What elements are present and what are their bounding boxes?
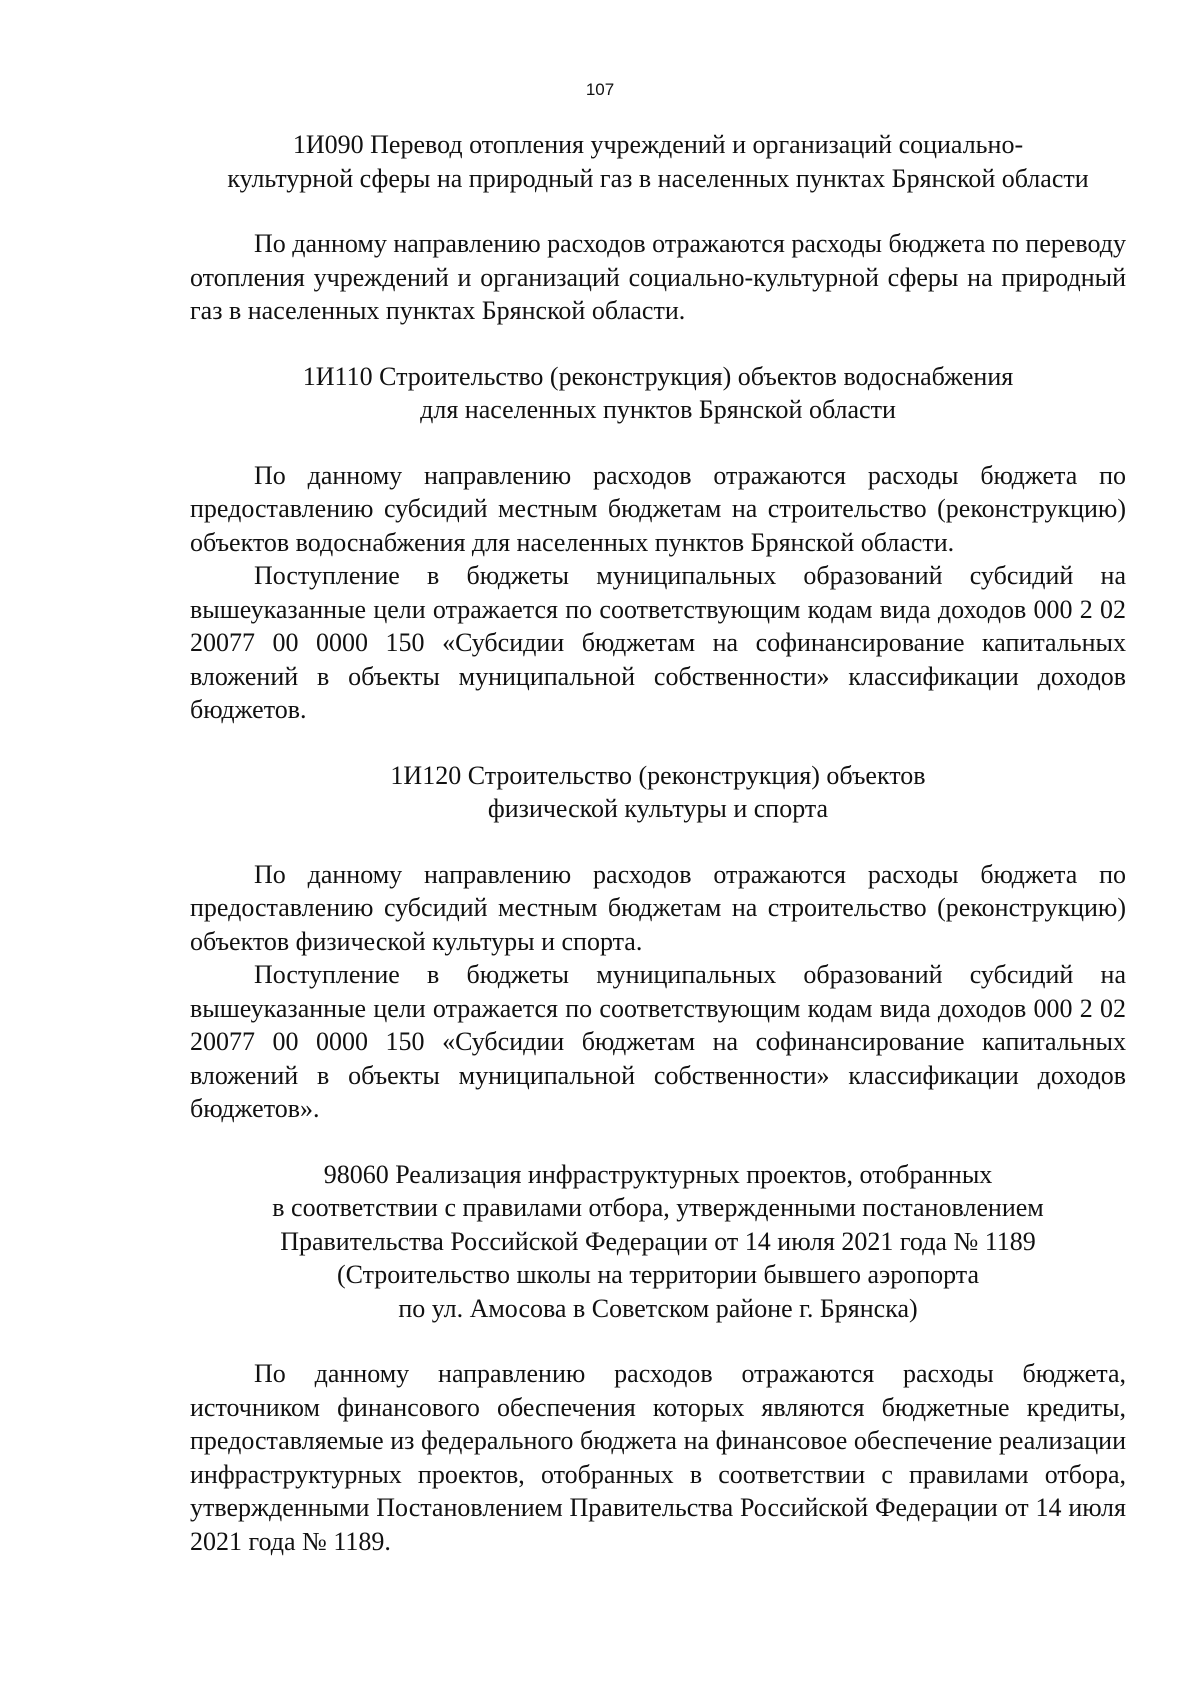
section-1i090 [190, 128, 1126, 328]
heading-line: (Строительство школы на территории бывшего аэропорта [336, 1260, 980, 1289]
heading-line: для населенных пунктов Брянской области [420, 395, 896, 424]
paragraph: По данному направлению расходов отражаются расходы бюджета по предоставлению субсидий местным бюджетам на строительство (реконструкцию) объектов физической культуры и спорта. [190, 859, 1126, 956]
heading-line: по ул. Амосова в Советском районе г. Брянска) [398, 1293, 918, 1323]
paragraph: По данному направлению расходов отражаются расходы бюджета, источником финансового обеспечения которых являются бюджетные кредиты, предоставляемые из федерального бюджета на финансовое обеспечение реализации инфраструктурных проектов, отобранных в соответствии с правилами отбора, утвержденными Постановлением Правительства Российской Федерации от 14 июля 2021 года № 1189. [190, 1359, 1126, 1556]
paragraph: Поступление в бюджеты муниципальных образований субсидий на вышеуказанные цели отражается по соответствующим кодам вида доходов 000 2 02 20077 00 0000 150 «Субсидии бюджетам на софинансирование капитальных вложений в объекты муниципальной собственности» классификации доходов бюджетов». [190, 960, 1126, 1123]
paragraph: По данному направлению расходов отражаются расходы бюджета по переводу отопления учреждений и организаций социально-культурной сферы на природный газ в населенных пунктах Брянской области. [190, 229, 1126, 325]
heading-line: физической культуры и спорта [487, 794, 829, 823]
section-heading [190, 128, 1126, 195]
page-number: 107 [585, 80, 615, 99]
heading-line: 1И090 Перевод отопления учреждений и организаций социально- [292, 130, 1024, 159]
heading-line: в соответствии с правилами отбора, утвержденными постановлением [272, 1193, 1044, 1222]
heading-line: 1И110 Строительство (реконструкция) объектов водоснабжения [302, 361, 1014, 391]
heading-line: культурной сферы на природный газ в населенных пунктах Брянской области [227, 163, 1089, 193]
section-98060 [190, 1158, 1126, 1559]
heading-line: 1И120 Строительство (реконструкция) объектов [390, 760, 926, 790]
heading-line: Правительства Российской Федерации от 14 июля 2021 года № 1189 [280, 1226, 1036, 1256]
section-1i120 [190, 759, 1126, 1126]
paragraph: По данному направлению расходов отражаются расходы бюджета по предоставлению субсидий местным бюджетам на строительство (реконструкцию) объектов водоснабжения для населенных пунктов Брянской области. [190, 460, 1126, 557]
document-body [190, 128, 1126, 1558]
section-heading [190, 360, 1126, 427]
paragraph: Поступление в бюджеты муниципальных образований субсидий на вышеуказанные цели отражается по соответствующим кодам вида доходов 000 2 02 20077 00 0000 150 «Субсидии бюджетам на софинансирование капитальных вложений в объекты муниципальной собственности» классификации доходов бюджетов. [190, 561, 1126, 724]
heading-line: 98060 Реализация инфраструктурных проектов, отобранных [323, 1159, 993, 1189]
section-heading [190, 759, 1126, 826]
section-heading [190, 1158, 1126, 1326]
section-1i110 [190, 360, 1126, 727]
